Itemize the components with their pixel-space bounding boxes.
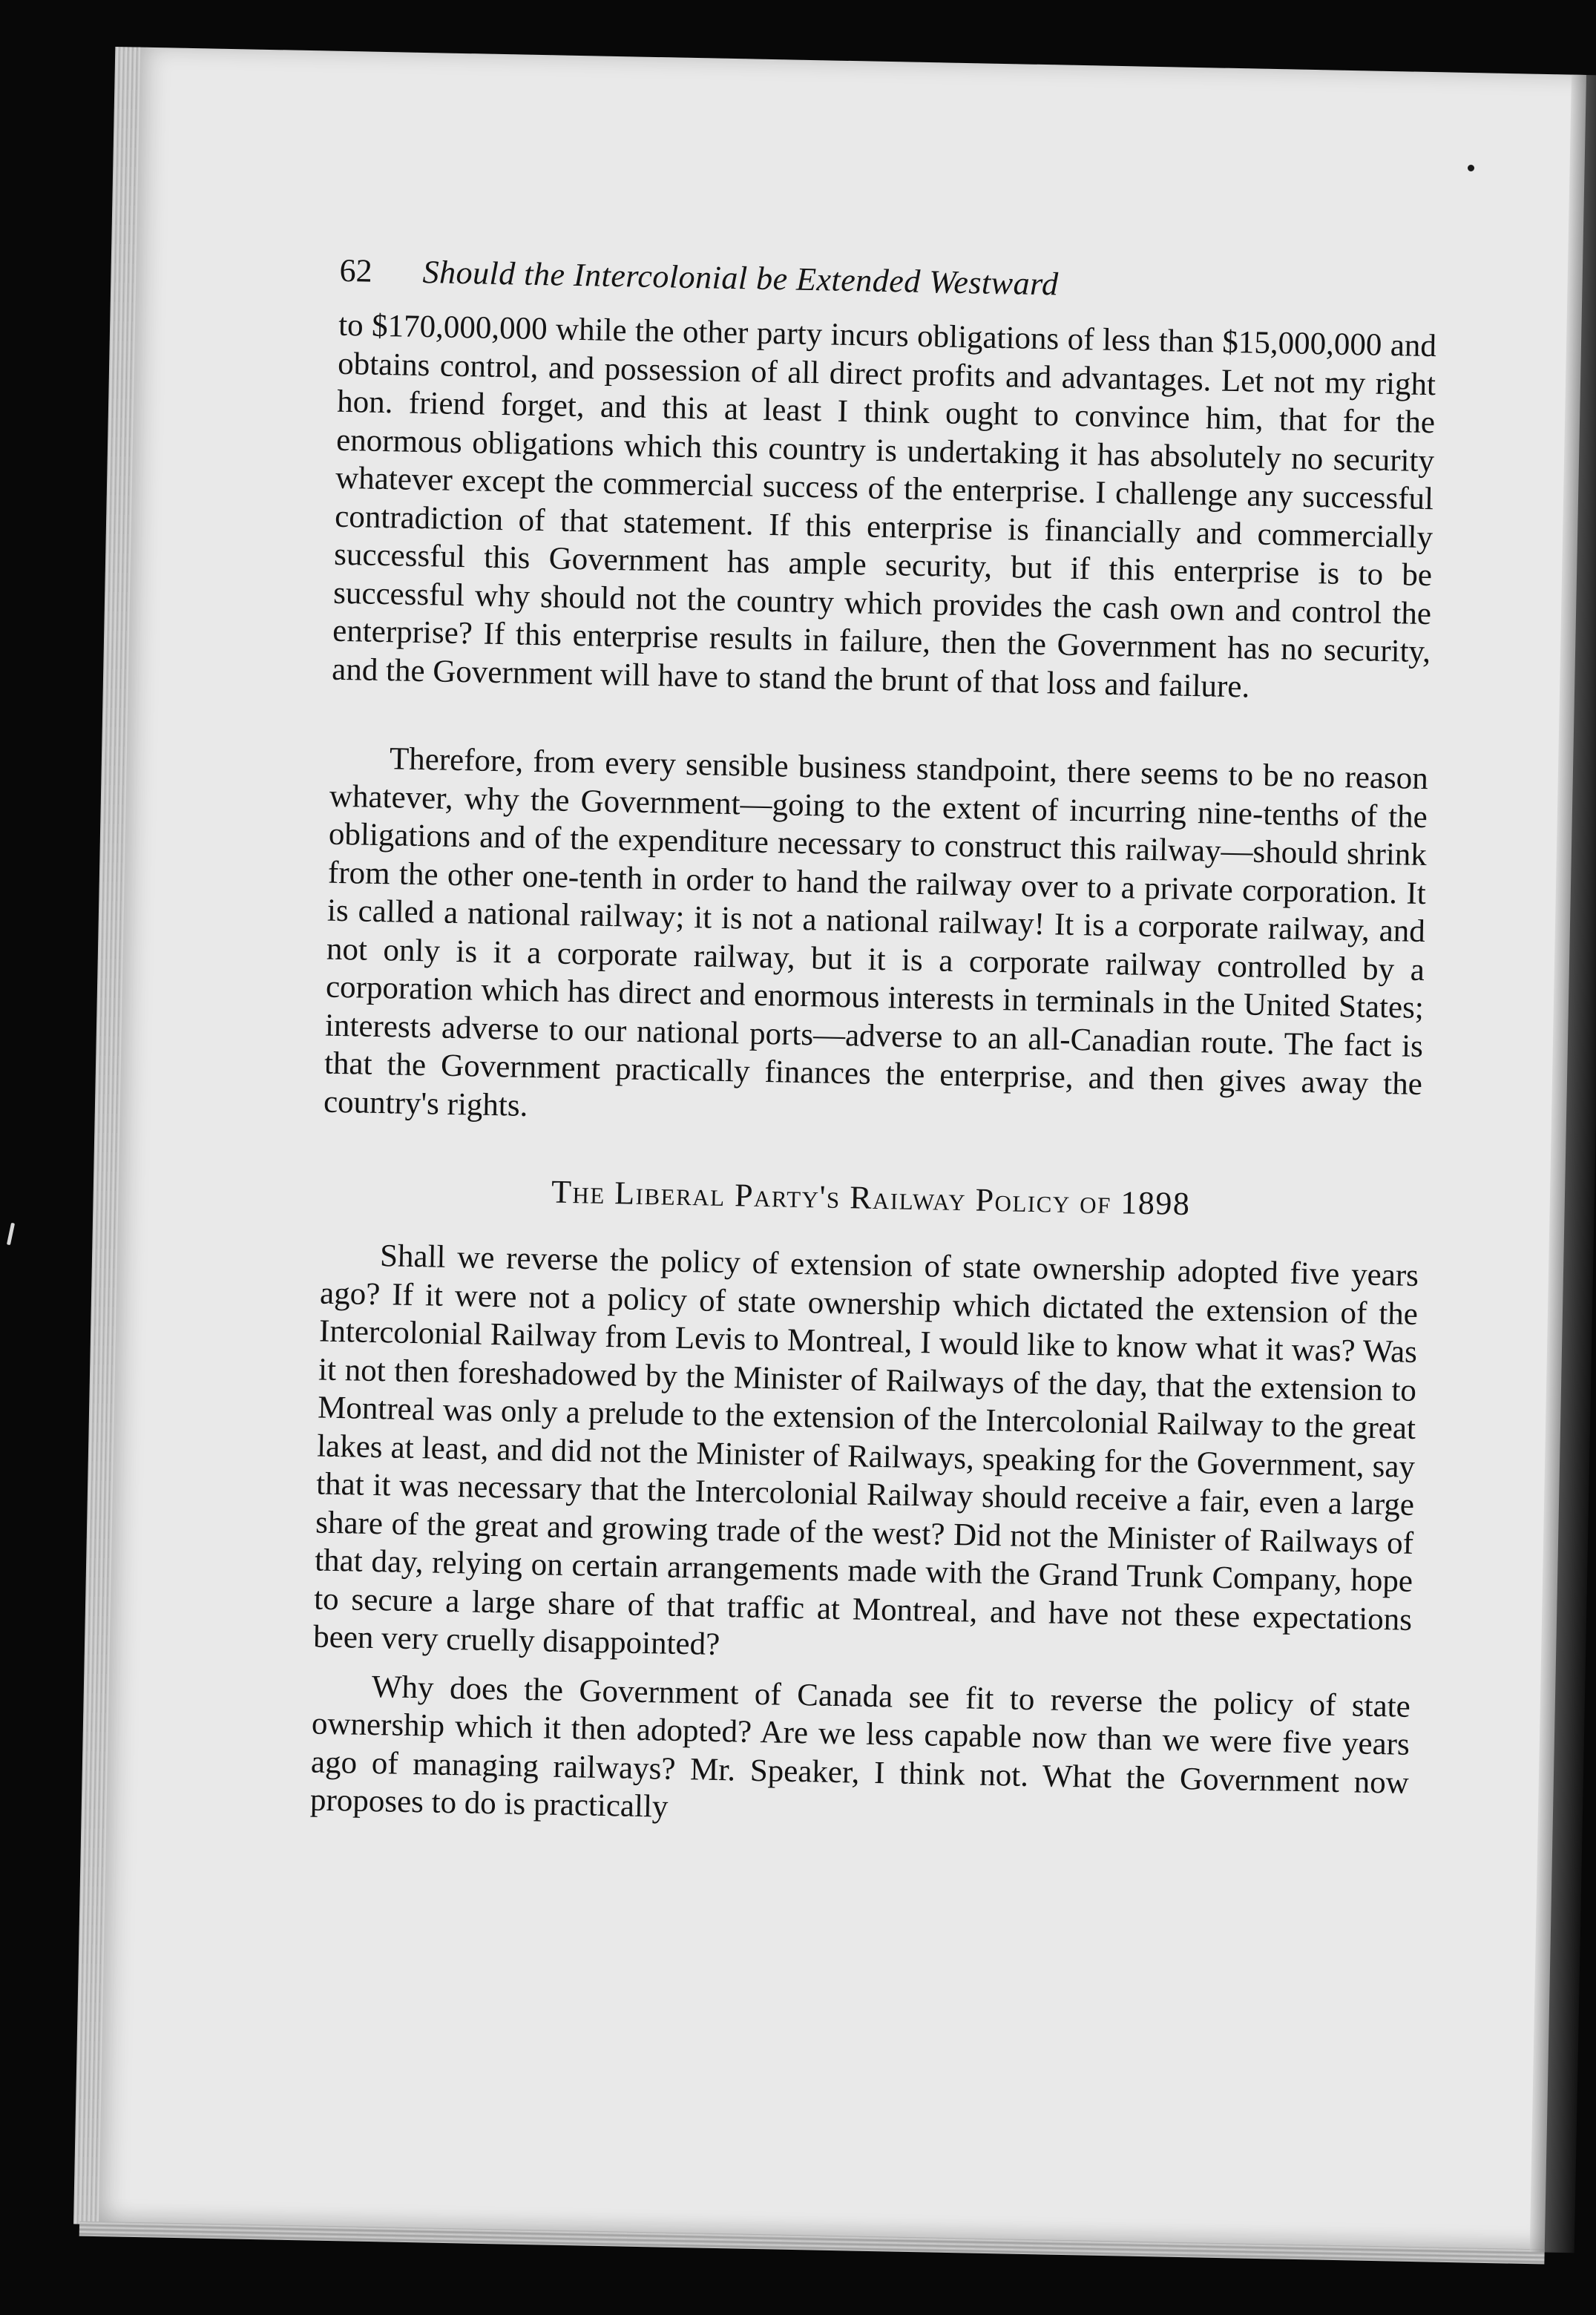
running-head — [339, 252, 1438, 317]
paragraph-1: to $170,000,000 while the other party incurs obligations of less than $15,000,000 and obtains control, and possession of all direct profits and advantages. Let not my right hon. friend forget, and this at least I think ought to convince him, that for the enormous obligations which this country is undertaking it has absolutely no security whatever except the commercial success of the enterprise. I challenge any successful contradiction of that statement. If this enterprise is financially and commercially successful this Government has ample security, but if this enterprise is to be successful why should not the country which provides the cash own and control the enterprise? If this enterprise results in failure, then the Government has no security, and the Government will have to stand the brunt of that loss and failure. — [331, 307, 1437, 704]
page-number: 62 — [339, 252, 373, 289]
paragraph-3: Shall we reverse the policy of extension of state ownership adopted five years ago? If it were not a policy of state ownership which dictated the extension of the Intercolonial Railway from Levis to Montreal, I would like to know what it was? Was it not then foreshadowed by the Minister of Railways of the day, that the extension to Montreal was only a prelude to the extension of the Intercolonial Railway to the great lakes at least, and did not the Minister of Railways, speaking for the Government, say that it was necessary that the Intercolonial Railway should receive a fair, even a large share of the great and growing trade of the west? Did not the Minister of Railways of that day, relying on certain arrangements made with the Grand Trunk Company, hope to secure a large share of that traffic at Montreal, and have not these expectations been very cruelly disappointed? — [312, 1238, 1419, 1663]
page-text — [310, 252, 1438, 1841]
running-head-title: Should the Intercolonial be Extended Westward — [422, 253, 1060, 303]
scan-speck — [1468, 165, 1474, 171]
section-heading: The Liberal Party's Railway Policy of 1898 — [551, 1173, 1191, 1223]
paragraph-2: Therefore, from every sensible business standpoint, there seems to be no reason whatever, why the Government—going to the extent of incurring nine-tenths of the obligations and of the expenditure necessary to construct this railway—should shrink from the other one-tenth in order to hand the railway over to a private corporation. It is called a national railway; it is not a national railway! It is a corporate railway, and not only is it a corporate railway, but it is a corporate railway controlled by a corporation which has direct and enormous interests in terminals in the United States; interests adverse to our national ports—adverse to an all-Canadian route. The fact is that the Government practically finances the enterprise, and then gives away the country's rights. — [323, 741, 1429, 1123]
paragraph-4: Why does the Government of Canada see fit to reverse the policy of state ownership which it then adopted? Are we less capable now than we were five years ago of managing railways? Mr. Speaker, I think not. What the Government now proposes to do is practically — [309, 1669, 1411, 1825]
book-page — [94, 47, 1586, 2253]
